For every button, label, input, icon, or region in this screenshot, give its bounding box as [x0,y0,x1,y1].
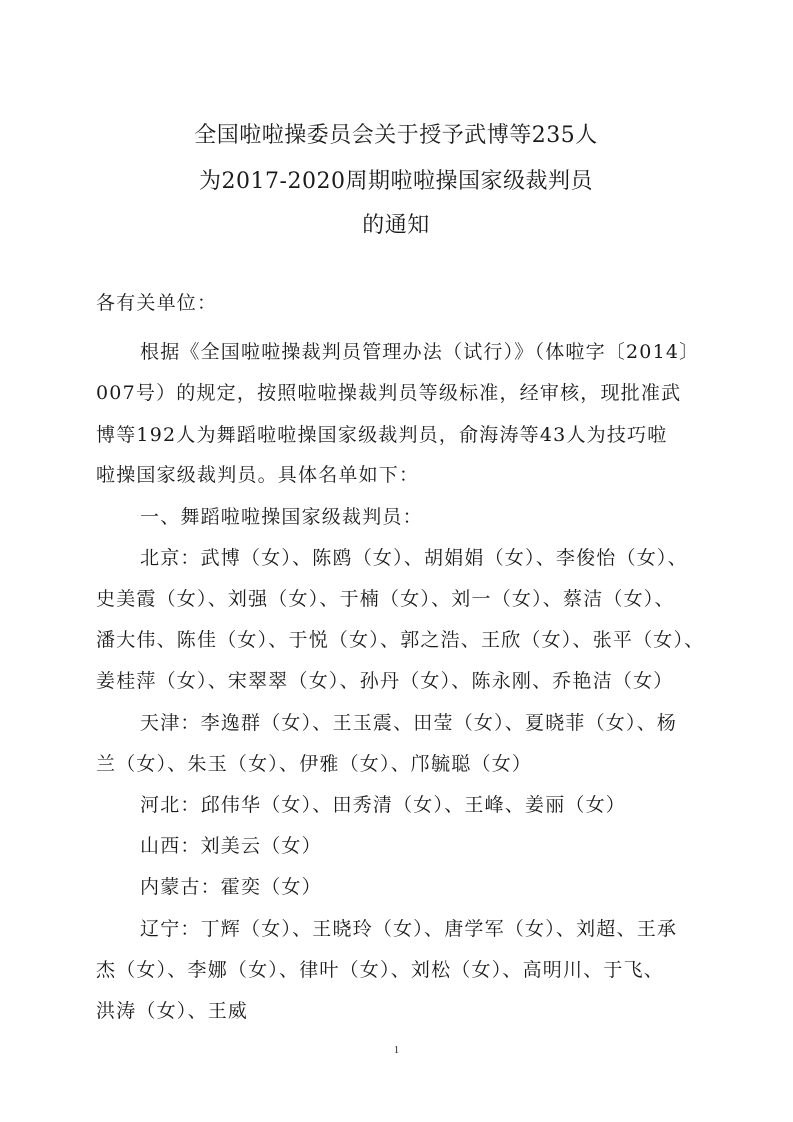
list-line: 辽宁：丁辉（女）、王晓玲（女）、唐学军（女）、刘超、王承 [140,918,678,940]
paragraph-line: 博等192人为舞蹈啦啦操国家级裁判员，俞海涛等43人为技巧啦 [96,424,668,446]
list-line: 河北：邱伟华（女）、田秀清（女）、王峰、姜丽（女） [140,794,627,816]
list-line: 天津：李逸群（女）、王玉震、田莹（女）、夏晓菲（女）、杨 [140,712,678,734]
list-line: 兰（女）、朱玉（女）、伊雅（女）、邝毓聪（女） [96,753,533,775]
paragraph-line: 啦操国家级裁判员。具体名单如下： [96,464,420,486]
section-heading: 一、舞蹈啦啦操国家级裁判员： [140,506,423,528]
list-line: 洪涛（女）、王威 [96,1000,249,1022]
salutation: 各有关单位： [96,292,218,314]
list-line: 内蒙古：霍奕（女） [140,876,322,898]
page-number: 1 [394,1045,399,1056]
list-line: 潘大伟、陈佳（女）、于悦（女）、郭之浩、王欣（女）、张平（女）、 [96,629,705,651]
list-line: 杰（女）、李娜（女）、律叶（女）、刘松（女）、高明川、于飞、 [96,959,665,981]
title-line-1: 全国啦啦操委员会关于授予武博等235人 [194,123,598,148]
list-line: 史美霞（女）、刘强（女）、于楠（女）、刘一（女）、蔡洁（女）、 [96,588,675,610]
list-line: 山西：刘美云（女） [140,835,322,857]
paragraph-line: 007号）的规定，按照啦啦操裁判员等级标准，经审核，现批准武 [96,382,682,404]
paragraph-line: 根据《全国啦啦操裁判员管理办法（试行）》（体啦字〔2014〕 [140,341,700,363]
list-line: 北京：武博（女）、陈鸥（女）、胡娟娟（女）、李俊怡（女）、 [140,547,688,569]
list-line: 姜桂萍（女）、宋翠翠（女）、孙丹（女）、陈永刚、乔艳洁（女） [96,670,674,692]
title-line-2: 为2017-2020周期啦啦操国家级裁判员 [199,169,593,194]
title-line-3: 的通知 [362,213,430,238]
